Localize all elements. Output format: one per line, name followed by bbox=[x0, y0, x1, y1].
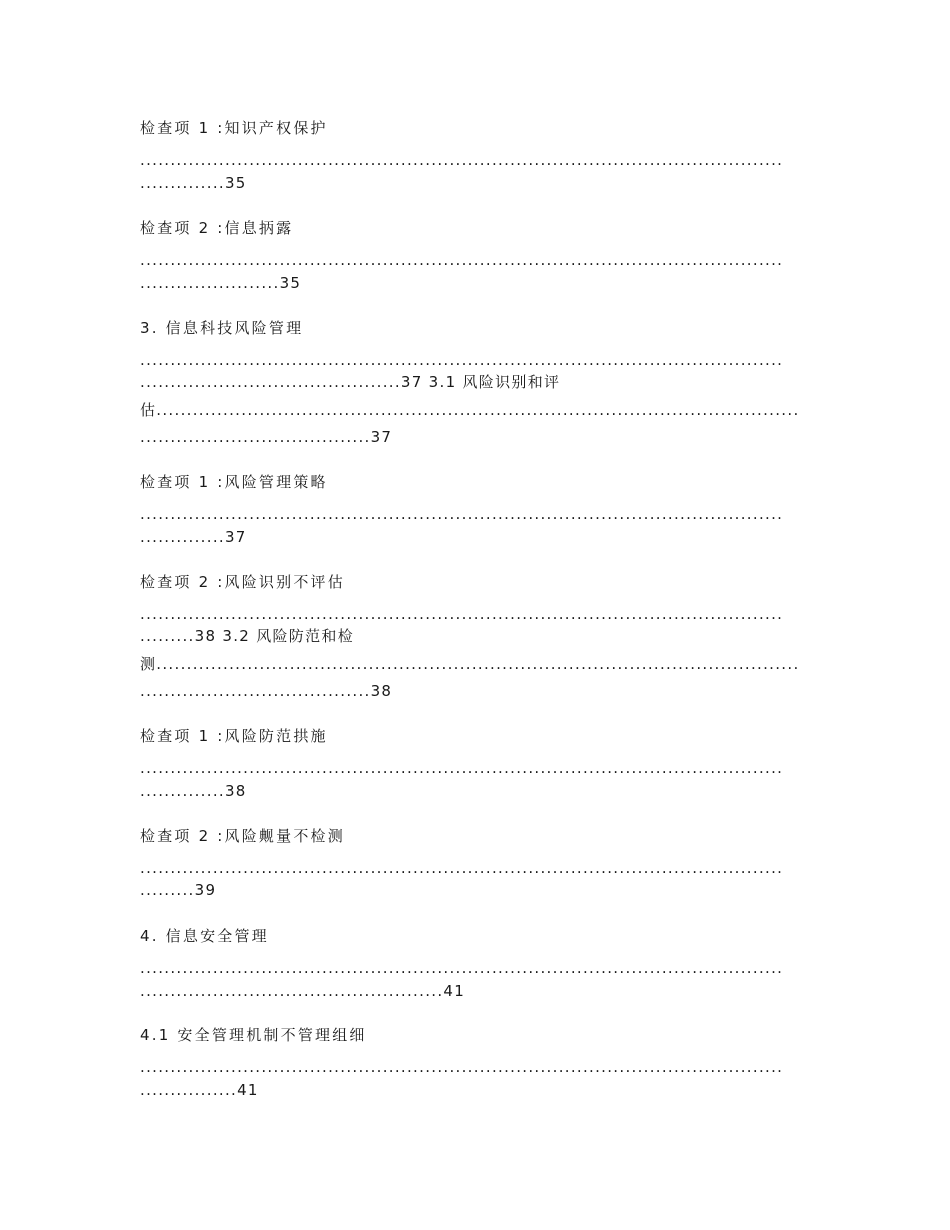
toc-page-number-line: .........39 bbox=[140, 881, 217, 899]
toc-entry-title: 检查项 1 :风险防范拱施 bbox=[140, 727, 328, 745]
toc-leader-dots: .......................................................................................................... bbox=[140, 959, 784, 977]
toc-leader-dots: .......................................................................................................... bbox=[140, 151, 784, 169]
toc-leader-dots: .......................................................................................................... bbox=[140, 505, 784, 523]
toc-page-number-line: .......................35 bbox=[140, 274, 302, 292]
toc-leader-dots: .......................................................................................................... bbox=[140, 1058, 784, 1076]
toc-page-number-line: ..............37 bbox=[140, 528, 247, 546]
toc-entry-title: 检查项 2 :风险识别不评估 bbox=[140, 573, 345, 591]
toc-leader-dots: .......................................................................................................... bbox=[140, 859, 784, 877]
toc-entry-title: 检查项 2 :风险觍量不检测 bbox=[140, 827, 345, 845]
toc-page-number-line: ......................................37 bbox=[140, 428, 393, 446]
toc-leader-dots: .......................................................................................................... bbox=[140, 351, 784, 369]
toc-page-number-line: .........38 3.2 风险防范和检 bbox=[140, 627, 354, 645]
toc-entry-title: 检查项 2 :信息抦露 bbox=[140, 219, 294, 237]
toc-leader-dots: .......................................................................................................... bbox=[140, 605, 784, 623]
toc-entry-title: 检查项 1 :知识产权保护 bbox=[140, 119, 328, 137]
toc-page-number-line: ......................................38 bbox=[140, 682, 393, 700]
toc-entry-title: 4.1 安全管理机制不管理组细 bbox=[140, 1026, 367, 1044]
toc-entry-title: 3. 信息科技风险管理 bbox=[140, 319, 304, 337]
toc-entry-title: 检查项 1 :风险管理策略 bbox=[140, 473, 328, 491]
toc-page-number-line: ...........................................37 3.1 风险识别和评 bbox=[140, 373, 561, 391]
toc-leader-dots: 测.......................................................................................................... bbox=[140, 655, 800, 673]
toc-page-number-line: ..............35 bbox=[140, 174, 247, 192]
toc-leader-dots: .......................................................................................................... bbox=[140, 251, 784, 269]
toc-page-number-line: ..................................................41 bbox=[140, 982, 466, 1000]
toc-entry-title: 4. 信息安全管理 bbox=[140, 927, 269, 945]
toc-leader-dots: .......................................................................................................... bbox=[140, 759, 784, 777]
toc-page-number-line: ................41 bbox=[140, 1081, 259, 1099]
toc-page-number-line: ..............38 bbox=[140, 782, 247, 800]
toc-leader-dots: 估.......................................................................................................... bbox=[140, 401, 800, 419]
